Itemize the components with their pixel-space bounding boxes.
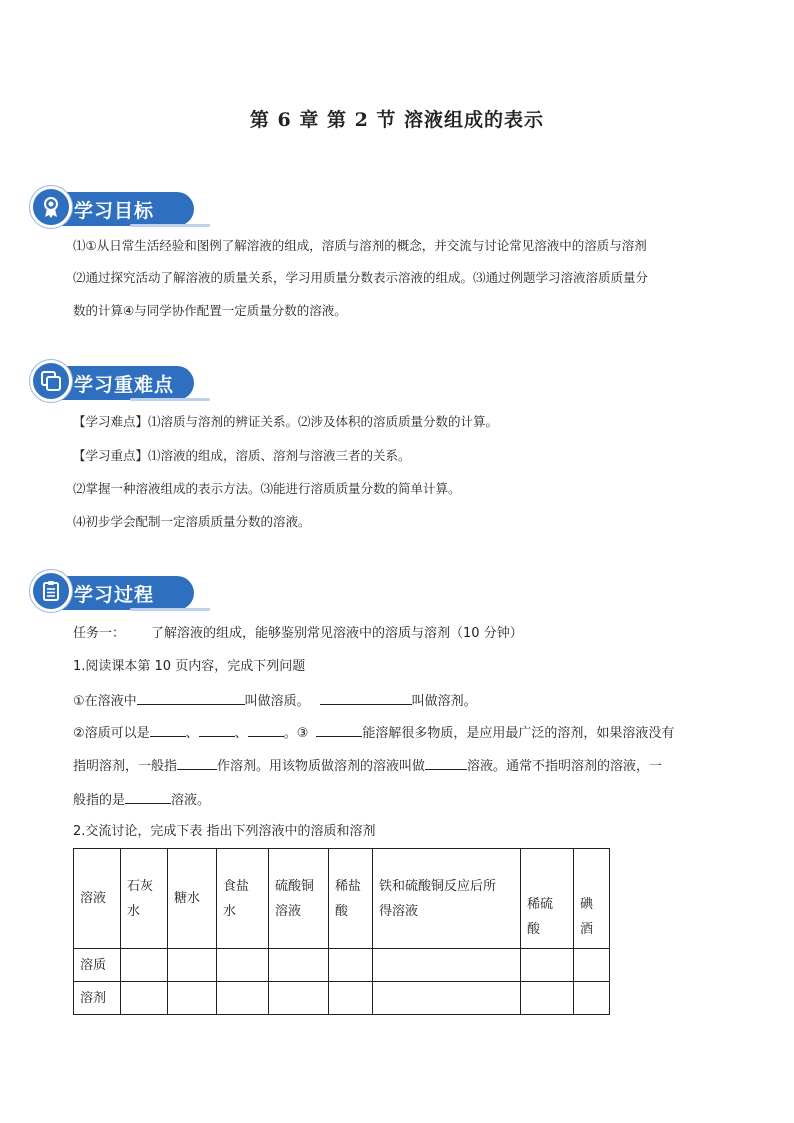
page-title: 第 6 章 第 2 节 溶液组成的表示	[249, 109, 545, 131]
header-cell: 石灰 水	[121, 849, 168, 949]
question-1b	[73, 722, 723, 744]
answer-cell[interactable]	[373, 949, 521, 982]
q1c-text-1: 指明溶剂，一般指	[73, 759, 178, 774]
section-title-process: 学习过程	[74, 584, 155, 606]
question-1a	[73, 690, 723, 712]
q1a-text-1: ①在溶液中	[73, 694, 137, 709]
section-banner-key-points	[30, 360, 190, 404]
header-cell: 糖水	[168, 849, 217, 949]
row-label-solute: 溶质	[74, 949, 121, 982]
fill-blank[interactable]	[150, 722, 186, 737]
fill-blank[interactable]	[316, 722, 362, 737]
q1d-text-1: 般指的是	[73, 793, 126, 808]
q1b-text-3: 能溶解很多物质，是应用最广泛的溶剂，如果溶液没有	[362, 726, 675, 741]
answer-cell[interactable]	[269, 982, 329, 1015]
row-label-solvent: 溶剂	[74, 982, 121, 1015]
answer-cell[interactable]	[217, 982, 269, 1015]
fill-blank[interactable]	[425, 755, 467, 770]
q1a-text-3: 叫做溶剂。	[411, 694, 477, 709]
solution-table	[73, 848, 610, 1015]
fill-blank[interactable]	[177, 755, 217, 770]
answer-cell[interactable]	[121, 949, 168, 982]
q1c-text-2: 作溶剂。用该物质做溶剂的溶液叫做	[217, 759, 426, 774]
question-1c	[73, 755, 723, 777]
header-cell: 溶液	[74, 849, 121, 949]
table-row	[74, 982, 610, 1015]
task1-text: 了解溶液的组成，能够鉴别常见溶液中的溶质与溶剂（10 分钟）	[151, 626, 523, 641]
fill-blank[interactable]	[125, 789, 171, 804]
q1b-separator: 、	[185, 726, 199, 741]
table-row	[74, 949, 610, 982]
checklist-icon	[40, 580, 62, 602]
answer-cell[interactable]	[521, 949, 574, 982]
answer-cell[interactable]	[168, 982, 217, 1015]
goals-line-2: ⑵通过探究活动了解溶液的质量关系，学习用质量分数表示溶液的组成。⑶通过例题学习溶液溶质质量分	[73, 270, 649, 285]
key-line-3: ⑷初步学会配制一定溶质质量分数的溶液。	[73, 514, 311, 529]
q1b-separator: 、	[234, 726, 248, 741]
answer-cell[interactable]	[217, 949, 269, 982]
section-banner-goals	[30, 186, 190, 230]
answer-cell[interactable]	[329, 949, 373, 982]
section-title-goals: 学习目标	[74, 200, 155, 222]
fill-blank[interactable]	[248, 722, 284, 737]
header-cell: 铁和硫酸铜反应后所 得溶液	[373, 849, 521, 949]
header-cell: 碘 酒	[574, 849, 610, 949]
header-cell: 食盐 水	[217, 849, 269, 949]
question-1: 1.阅读课本第 10 页内容，完成下列问题	[73, 659, 306, 674]
header-cell: 稀盐 酸	[329, 849, 373, 949]
answer-cell[interactable]	[521, 982, 574, 1015]
section-title-key-points: 学习重难点	[74, 374, 175, 396]
table-header-row	[74, 849, 610, 949]
header-cell: 稀硫 酸	[521, 849, 574, 949]
answer-cell[interactable]	[373, 982, 521, 1015]
answer-cell[interactable]	[574, 982, 610, 1015]
goals-line-3: 数的计算④与同学协作配置一定质量分数的溶液。	[73, 303, 347, 318]
answer-cell[interactable]	[329, 982, 373, 1015]
goals-line-1: ⑴①从日常生活经验和图例了解溶液的组成，溶质与溶剂的概念，并交流与讨论常见溶液中的溶质与溶剂	[73, 238, 647, 253]
section-banner-process	[30, 570, 190, 614]
question-2: 2.交流讨论，完成下表 指出下列溶液中的溶质和溶剂	[73, 824, 376, 839]
difficulty-line: 【学习难点】⑴溶质与溶剂的辨证关系。⑵涉及体积的溶质质量分数的计算。	[73, 414, 499, 429]
key-line-2: ⑵掌握一种溶液组成的表示方法。⑶能进行溶质质量分数的简单计算。	[73, 481, 461, 496]
cards-icon	[40, 370, 62, 392]
answer-cell[interactable]	[269, 949, 329, 982]
fill-blank[interactable]	[137, 690, 245, 705]
q1b-text-1: ②溶质可以是	[73, 726, 150, 741]
q1d-text-2: 溶液。	[171, 793, 211, 808]
key-line-1: 【学习重点】⑴溶液的组成，溶质、溶剂与溶液三者的关系。	[73, 448, 411, 463]
task1-prefix: 任务一：	[73, 626, 126, 641]
question-1d	[73, 789, 723, 811]
task1-line	[73, 624, 723, 644]
award-icon	[40, 196, 62, 218]
q1c-text-3: 溶液。通常不指明溶剂的溶液，一	[467, 759, 663, 774]
fill-blank[interactable]	[320, 690, 412, 705]
answer-cell[interactable]	[574, 949, 610, 982]
q1a-text-2: 叫做溶质。	[244, 694, 310, 709]
fill-blank[interactable]	[199, 722, 235, 737]
answer-cell[interactable]	[121, 982, 168, 1015]
answer-cell[interactable]	[168, 949, 217, 982]
header-cell: 硫酸铜 溶液	[269, 849, 329, 949]
q1b-text-2: 。③	[283, 726, 309, 741]
